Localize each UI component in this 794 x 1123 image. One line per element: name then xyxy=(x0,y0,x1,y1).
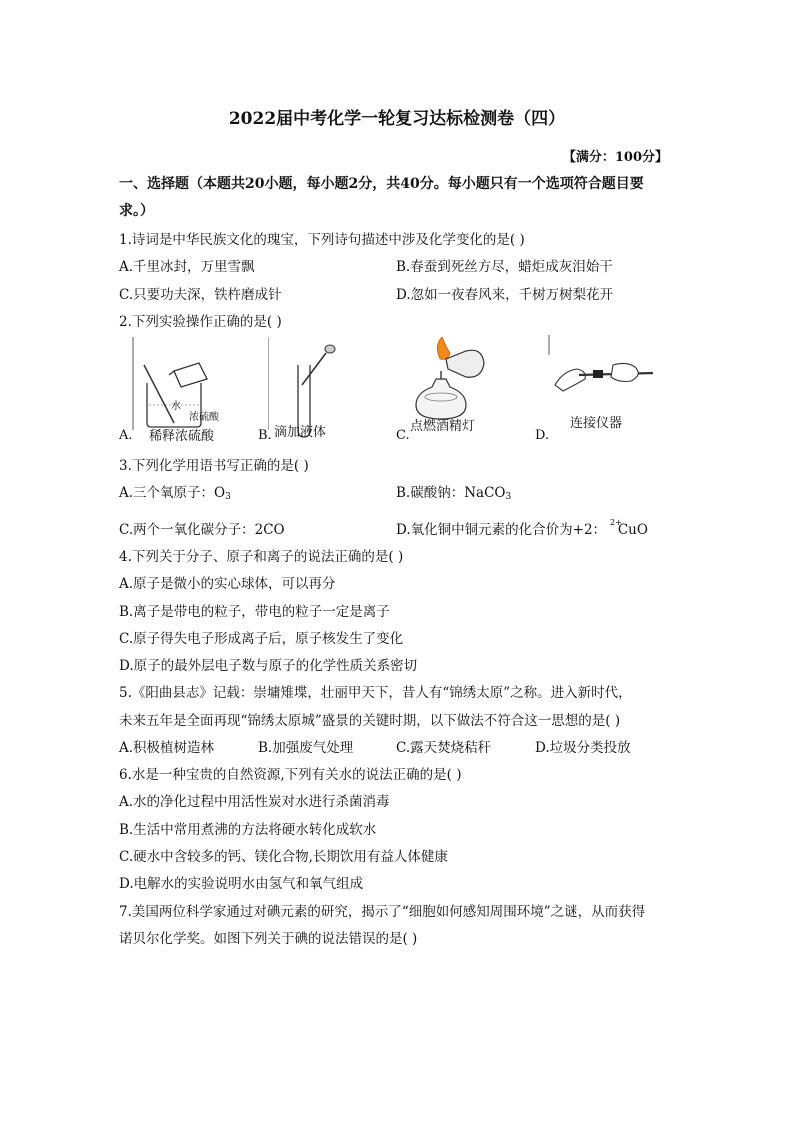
option-a-caption: 稀释浓硫酸 xyxy=(149,429,215,444)
option-d-caption: 连接仪器 xyxy=(570,416,623,431)
question-4-stem: 4.下列关于分子、原子和离子的说法正确的是( ) xyxy=(119,549,404,565)
section-heading-line2: 求。） xyxy=(119,203,154,219)
option-d-text: D.氧化铜中铜元素的化合价为+2： xyxy=(396,522,607,538)
question-1-option-d: D.忽如一夜春风来，千树万树梨花开 xyxy=(396,287,614,303)
question-6-option-d: D.电解水的实验说明水由氢气和氧气组成 xyxy=(119,876,364,892)
question-4-option-a: A.原子是微小的实心球体，可以再分 xyxy=(119,576,336,592)
option-b-caption: 滴加液体 xyxy=(274,425,327,440)
question-2-option-a-figure xyxy=(119,335,269,445)
question-6-stem: 6.水是一种宝贵的自然资源,下列有关水的说法正确的是( ) xyxy=(119,767,462,783)
question-3-stem: 3.下列化学用语书写正确的是( ) xyxy=(119,458,309,474)
question-3-option-d xyxy=(396,518,648,538)
question-3-option-b xyxy=(396,481,511,502)
option-a-text: A.三个氧原子： xyxy=(119,485,215,501)
option-b-formula: NaCO xyxy=(464,485,506,501)
question-4-option-c: C.原子得失电子形成离子后，原子核发生了变化 xyxy=(119,631,404,647)
question-2-option-b-letter: B. xyxy=(258,428,272,443)
question-2-option-a-letter: A. xyxy=(119,428,133,443)
option-d-valence: 2+ xyxy=(610,518,622,527)
question-4-option-b: B.离子是带电的粒子，带电的粒子一定是离子 xyxy=(119,604,390,620)
question-5-option-a: A.积极植树造林 xyxy=(119,740,215,756)
section-heading-line1: 一、选择题（本题共20小题，每小题2分，共40分。每小题只有一个选项符合题目要 xyxy=(119,176,644,192)
option-a-formula: O xyxy=(214,485,226,501)
question-1-stem: 1.诗词是中华民族文化的瑰宝，下列诗句描述中涉及化学变化的是( ) xyxy=(119,232,525,248)
question-7-stem-line1: 7.美国两位科学家通过对碘元素的研究，揭示了“细胞如何感知周围环境”之谜，从而获得 xyxy=(119,904,646,920)
option-b-text: B.碳酸钠： xyxy=(396,485,465,501)
question-5-option-d: D.垃圾分类投放 xyxy=(535,740,631,756)
question-1-option-b: B.春蚕到死丝方尽，蜡炬成灰泪始干 xyxy=(396,259,613,275)
acid-label: 浓硫酸 xyxy=(189,412,219,423)
question-3-option-c: C.两个一氧化碳分子：2CO xyxy=(119,522,285,538)
question-5-stem-line1: 5.《阳曲县志》记载：崇墉雉堞，壮丽甲天下，昔人有“锦绣太原”之称。进入新时代， xyxy=(119,685,632,701)
question-3-option-a xyxy=(119,481,231,502)
question-7-stem-line2: 诺贝尔化学奖。如图下列关于碘的说法错误的是( ) xyxy=(119,931,418,947)
question-5-option-c: C.露天焚烧秸秆 xyxy=(396,740,492,756)
option-b-subscript: 3 xyxy=(505,492,512,502)
question-5-stem-line2: 未来五年是全面再现“锦绣太原城”盛景的关键时期，以下做法不符合这一思想的是( ) xyxy=(119,713,621,729)
question-4-option-d: D.原子的最外层电子数与原子的化学性质关系密切 xyxy=(119,658,418,674)
question-6-option-a: A.水的净化过程中用活性炭对水进行杀菌消毒 xyxy=(119,794,390,810)
page-title: 2022届中考化学一轮复习达标检测卷（四） xyxy=(228,109,566,129)
question-2-option-d-figure xyxy=(535,335,665,445)
option-a-subscript: 3 xyxy=(225,492,231,502)
option-d-formula: CuO xyxy=(617,522,648,538)
water-label: 水 xyxy=(171,401,181,412)
question-5-option-b: B.加强废气处理 xyxy=(258,740,354,756)
question-6-option-b: B.生活中常用煮沸的方法将硬水转化成软水 xyxy=(119,822,377,838)
question-2-option-b-figure xyxy=(258,335,378,445)
option-c-caption: 点燃酒精灯 xyxy=(410,419,476,434)
question-1-option-c: C.只要功夫深，铁杵磨成针 xyxy=(119,287,282,303)
question-2-option-c-figure xyxy=(396,335,526,445)
question-2-stem: 2.下列实验操作正确的是( ) xyxy=(119,314,282,330)
question-2-option-d-letter: D. xyxy=(535,428,550,443)
question-6-option-c: C.硬水中含较多的钙、镁化合物,长期饮用有益人体健康 xyxy=(119,849,448,865)
full-score-label: 【满分：100分】 xyxy=(562,150,668,165)
question-2-option-c-letter: C. xyxy=(396,428,410,443)
question-1-option-a: A.千里冰封，万里雪飘 xyxy=(119,259,255,275)
